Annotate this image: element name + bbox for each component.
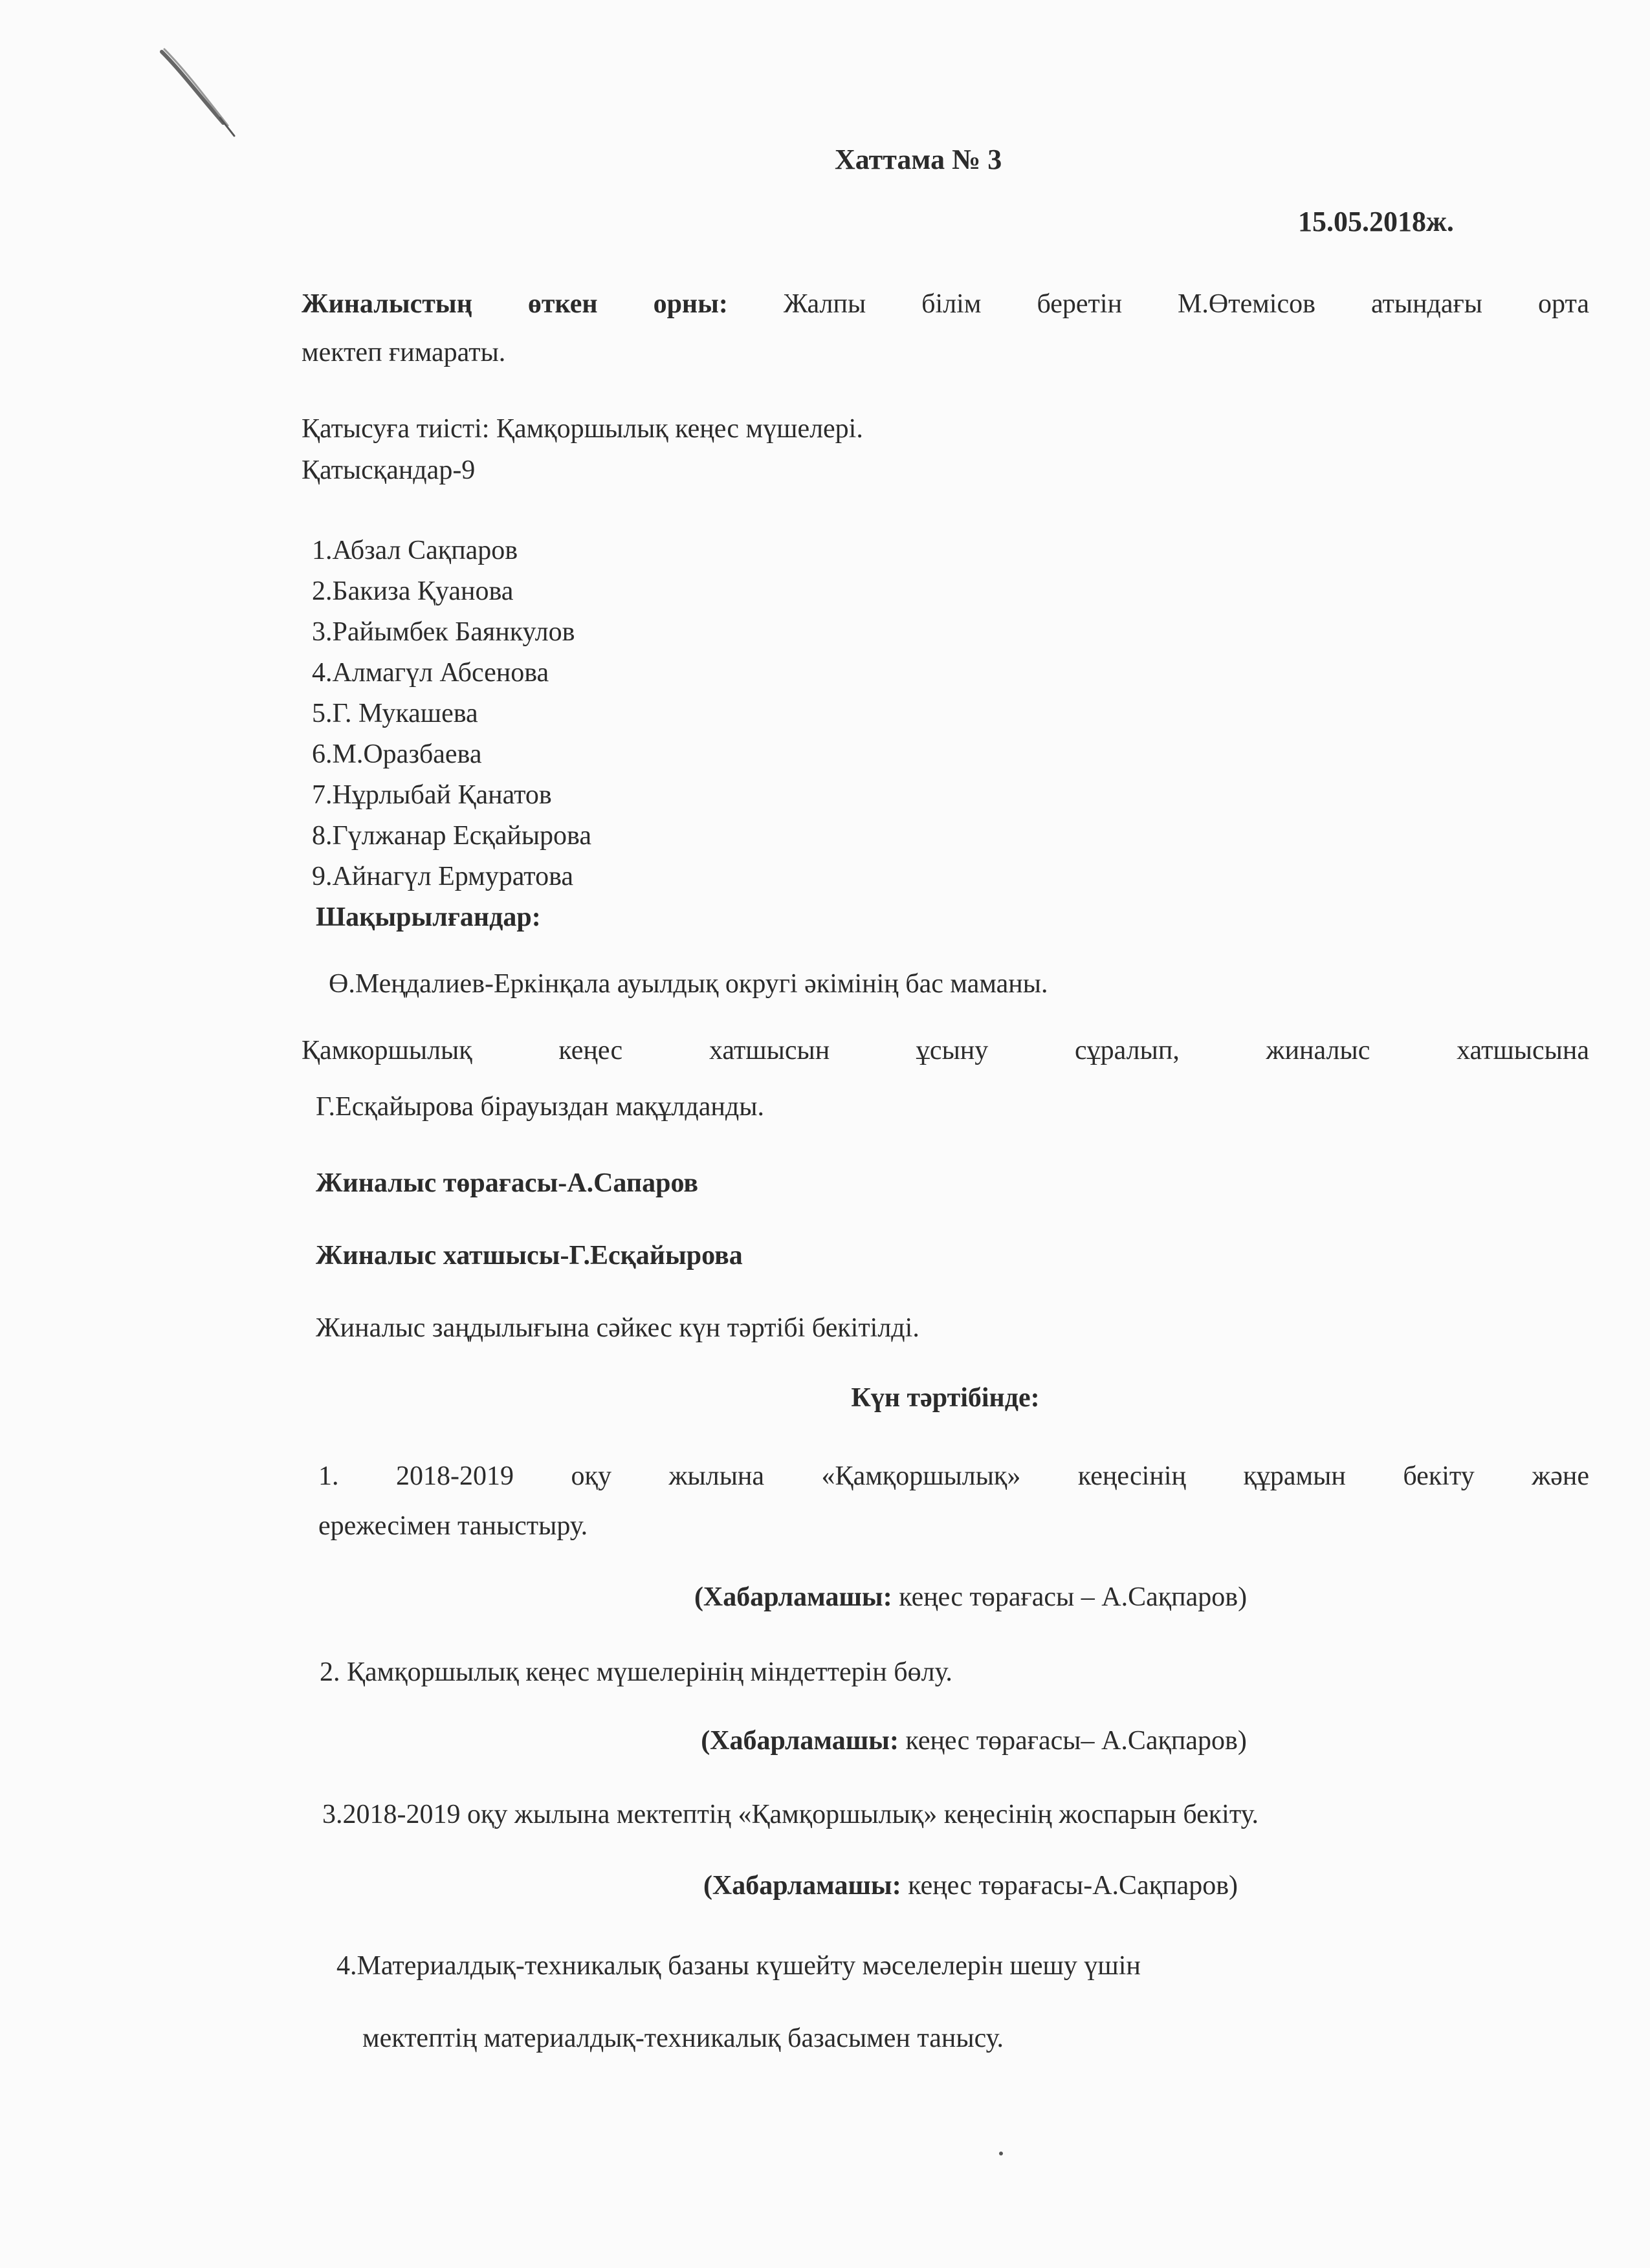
agenda-item-4-line1: 4.Материалдық-техникалық базаны күшейту мәселелерін шешу үшін — [336, 1951, 1141, 1981]
member-item: 9.Айнагүл Ермуратова — [312, 862, 573, 891]
agenda-approved: Жиналыс заңдылығына сәйкес күн тәртібі бекітілді. — [316, 1313, 919, 1343]
should-attend: Қатысуға тиісті: Қамқоршылық кеңес мүшелері. — [302, 414, 863, 444]
agenda-item-1-reporter — [453, 1581, 1488, 1613]
reporter-label: (Хабарламашы: — [701, 1726, 899, 1756]
meeting-secretary: Жиналыс хатшысы-Г.Есқайырова — [316, 1241, 743, 1270]
member-item: 2.Бакиза Қуанова — [312, 576, 514, 606]
agenda-item-4-line2: мектептің материалдық-техникалық базасымен танысу. — [362, 2023, 1004, 2053]
meeting-chair: Жиналыс төрағасы-А.Сапаров — [316, 1168, 699, 1198]
reporter-label: (Хабарламашы: — [694, 1582, 892, 1612]
ink-dot — [999, 2152, 1003, 2155]
reporter-value: кеңес төрағасы– А.Сақпаров) — [905, 1726, 1247, 1756]
secretary-election-line1: Қамкоршылық кеңес хатшысын ұсыну сұралып, жиналыс хатшысына — [302, 1036, 1589, 1065]
agenda-item-3: 3.2018-2019 оқу жылына мектептің «Қамқоршылық» кеңесінің жоспарын бекіту. — [322, 1800, 1259, 1829]
pen-mark-icon — [155, 45, 246, 142]
member-item: 8.Гүлжанар Есқайырова — [312, 821, 591, 851]
attended-count: Қатысқандар-9 — [302, 455, 476, 485]
agenda-item-1-line1: 1. 2018-2019 оқу жылына «Қамқоршылық» кеңесінің құрамын бекіту және — [318, 1461, 1589, 1491]
agenda-item-3-reporter — [453, 1870, 1488, 1902]
invited-label: Шақырылғандар: — [316, 902, 541, 932]
member-item: 3.Райымбек Баянкулов — [312, 617, 575, 647]
member-item: 4.Алмагүл Абсенова — [312, 658, 549, 688]
meeting-place-line2: мектеп ғимараты. — [302, 338, 506, 367]
agenda-heading: Күн тәртібінде: — [851, 1383, 1040, 1413]
meeting-place-value: Жалпы білім беретін М.Өтемісов атындағы орта — [783, 289, 1589, 319]
secretary-election-line2: Г.Есқайырова бірауыздан мақұлданды. — [316, 1092, 764, 1122]
meeting-place — [302, 283, 1589, 325]
agenda-item-2: 2. Қамқоршылық кеңес мүшелерінің міндеттерін бөлу. — [320, 1657, 952, 1687]
document-date: 15.05.2018ж. — [1298, 206, 1454, 237]
reporter-label: (Хабарламашы: — [703, 1871, 901, 1901]
invited-person: Ө.Меңдалиев-Еркінқала ауылдық округі әкімінің бас маманы. — [329, 969, 1048, 999]
reporter-value: кеңес төрағасы – А.Сақпаров) — [899, 1582, 1248, 1612]
agenda-item-1-line2: ережесімен таныстыру. — [318, 1511, 588, 1541]
member-item: 5.Г. Мукашева — [312, 699, 478, 728]
member-item: 7.Нұрлыбай Қанатов — [312, 780, 552, 810]
member-item: 1.Абзал Сақпаров — [312, 536, 518, 565]
page-title: Хаттама № 3 — [835, 144, 1002, 175]
meeting-place-label: Жиналыстың өткен орны: — [302, 289, 728, 319]
member-item: 6.М.Оразбаева — [312, 739, 482, 769]
reporter-value: кеңес төрағасы-А.Сақпаров) — [908, 1871, 1238, 1901]
agenda-item-2-reporter — [453, 1725, 1495, 1757]
